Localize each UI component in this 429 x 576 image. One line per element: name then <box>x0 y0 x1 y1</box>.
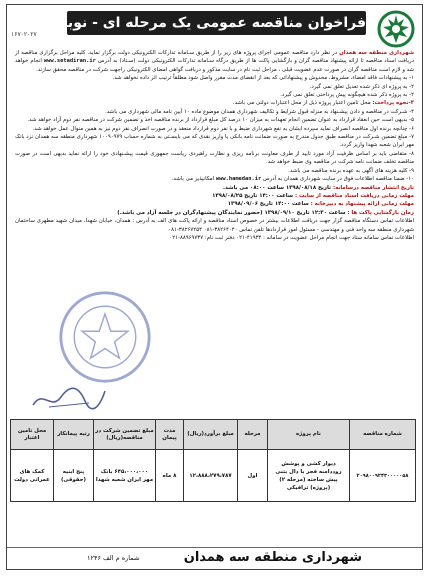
header <box>7 5 422 45</box>
tender-table <box>10 419 416 502</box>
col-tender-number: شماره مناقصه <box>350 420 416 450</box>
condition-7: ۷- مبلغ تضمین شـرکت در مناقصه طبق جدول مندرج به صورت ضمانت نامه بانکی یا واریز نقدی که می بایسـتی به شماره حساب ۱۰۰۹۰۹۷۹ شهرداری منطقه سه همدان نزد بانک مهر ایران شعبه شهدا واریز گردد. <box>15 134 414 149</box>
cell-guarantee: ۶۴۵،۰۰۰،۰۰۰ بانک مهر ایران شعبه شهدا <box>94 450 156 502</box>
condition-2b: ۲- به پروژه ذکر شده هیچگونه پیش پرداختی تعلق نمی گیرد. <box>280 92 414 99</box>
footer <box>7 547 422 569</box>
setad-link[interactable]: www.setadiran.ir <box>43 58 96 65</box>
municipality-logo-icon <box>374 9 418 49</box>
table-header-row <box>11 420 416 450</box>
cell-contractor-grade: پنج ابنیه (حقوقی) <box>54 450 94 502</box>
col-project-name: نام پروژه <box>268 420 350 450</box>
col-estimate: مبلغ برآورد(ریال) <box>184 420 238 450</box>
contact-info: اطلاعات تماس دستگاه مناقصه گزار جهت دریافت اطلاعات بیشتر در خصوص اسناد مناقصه و ارائه پاکت های الف به آدرس : همدان، خیابان شهدا، میدان شهید مطهری ساختمان شهرداری منطقه سه واحد فنی و مهندسی - مسئول امور قراردادها تلفن تماس ۳۸۲۶۴۰۴۰-۰۸۱ ۳۸۲۶۷۲۵۴-۰۸۱ <box>15 218 414 233</box>
date-publish: تاریخ انتشار مناقصه درسامانه: تاریخ ۱۳۹۸/۰۸/۱۸ ساعت ۰۸:۰۰ می باشد. <box>222 184 414 191</box>
col-funding-source: محل تامین اعتبار <box>11 420 54 450</box>
condition-6: ۶- چنانچه برنده اول مناقصه انصراف نماید سپرده ایشان به نفع شهرداری ضبط و با نفر دوم قرارداد منعقد و در صورت انصراف نفر دوم نیز به همین منوال عمل خواهد شد. <box>32 125 414 132</box>
intro-paragraph: شهرداری منطقه سه همدان در نظر دارد مناقصه عمومی اجرای پروژه های زیر را از طریق سـامانه تدارکات الکترونیکی دولت برگزار نماید. کلیه مراحل برگزاری مناقصه از دریافت اسناد مناقصه تا ارائه پیشنهاد مناقصه گران و بازگشایی پاکت ها از طریق درگاه سـامانه تدارکات الکترونیکی دولت (سـتاد) به آدرس www.setadiran.ir انجام خواهد شد و لازم است مناقصه گران در صورت عدم عضویت قبلی ، مراحل ثبت نام در سایت مذکور و دریافت گواهی امضای الکترونیکی راجهت شرکت در مناقصه محقق سازند. <box>15 50 414 73</box>
document-number: ۱۶۷۰۲۰۲۷ <box>11 31 37 38</box>
intro-org: شهرداری منطقه سه همدان <box>339 50 414 56</box>
footer-reference: شماره م الف ۱۲۴۶ <box>87 554 140 562</box>
cell-stage: اول <box>238 450 268 502</box>
condition-2: ۲- به پروژه ای ذکر شده تعدیل تعلق نمی گیرد. <box>309 83 414 90</box>
condition-1: ۱- به پیشنهادات فاقد امضاء، مشروط، مخدوش و پیشنهاداتی که بعد از انقضای مدت مقرر واصل شود مطلقاً ترتیب اثر داده نخواهد شد. <box>112 75 414 82</box>
condition-4: ۴- شـرکت در مناقصه و دادن پیشـنهاد به منزله قبول شرایط و تکالیف شهرداری همدان موضوع ماده ۱۰ آیین نامه مالی شهرداری می باشد. <box>105 108 414 115</box>
condition-8: ۸- متقاضی باید بر اساس ظرفیت آزاد مورد تایید از طرف معاونت برنامه ریزی و نظارت راهبردی ریاست جمهوری قیمت پیشـنهادی خود را ارائه نماید بدیهی است در صورت مناقصه تخلف ضمانت نامه شرکت در مناقصه وی ضبط خواهد شد. <box>15 150 414 166</box>
col-guarantee: مبلغ تضمین شرکت در مناقصه(ریال) <box>94 420 156 450</box>
condition-10: ۱۰- ضمنا مناقصه اطلاعات فوق در سایت شهرداری همدان به آدرس www.hamedan.ir امکانپذیر می باشد. <box>171 176 414 183</box>
table-row <box>11 450 416 502</box>
cell-tender-number: ۲۰۹۸۰۰۹۲۴۳۰۰۰۰۰۵۸ <box>350 450 416 502</box>
notice-page <box>6 4 423 570</box>
cell-project-name: دیوار کشی و پوشش روددامنه فجر با دال بتنی پیش ساخته (مرحله ۲) (پروژه) ترافیکی <box>268 450 350 502</box>
setad-contact-info: اطلاعات تماس سامانه ستاد جهت انجام مراحل عضویت در سامانه : ۴۱۹۳۴-۰۲۱ دفتر ثبت نام: ۸۸۹۶۹۷۳۷-۰۲۱ <box>169 234 414 241</box>
hamedan-link[interactable]: www.hamedan.ir <box>215 176 262 183</box>
condition-9: ۹- کلیه هزینه های آگهی به عهده برنده مناقصه می باشد. <box>288 167 414 174</box>
date-docs-deadline: مهلت زمانی دریافت اسناد مناقصه از سایت : ساعت ۱۴:۰۰ تاریخ ۱۳۹۸/۰۸/۲۵ <box>212 192 414 199</box>
footer-org-name: شهرداری منطقه سه همدان <box>183 550 362 565</box>
col-duration: مدت پیمان <box>156 420 184 450</box>
cell-funding-source: کمک های عمرانی دولت <box>11 450 54 502</box>
cell-duration: ۸ ماه <box>156 450 184 502</box>
notice-body <box>15 49 414 417</box>
col-stage: مرحله <box>238 420 268 450</box>
date-submit-deadline: مهلت زمانی ارائه پیشنهاد به دبیرخانه : ساعت ۱۴:۰۰ تاریخ ۱۳۹۸/۰۹/۰۶ <box>227 201 414 208</box>
condition-3: ۳-نحوه پرداخت: محل تامین اعتبار پروژه ذیل از محل اعتبارات دولتی می باشد. <box>232 100 414 107</box>
cell-estimate: ۱۲،۸۸۸،۲۷۹،۷۸۷ <box>184 450 238 502</box>
condition-5: ۵- بدیهی است حین انعقاد قرارداد به عنوان تضمین انجام تعهدات به میزان ۱۰ درصد کل مبلغ قرارداد از برنده مناقصه اخذ و تضمین شرکت در مناقصه نفر دوم آزاد خواهد شد. <box>27 117 414 124</box>
notice-title: فراخوان مناقصه عمومی یک مرحله ای - نوبت دوم <box>67 11 366 35</box>
col-contractor-grade: رتبه پیمانکار <box>54 420 94 450</box>
date-opening: زمان بازگشایی پاکت ها : ساعت ۱۲:۳۰ تاریخ ۱۳۹۸/۰۹/۱۰ (حضور نمایندگان پیشنهادگران در جلسه آزاد می باشد.) <box>117 209 414 216</box>
